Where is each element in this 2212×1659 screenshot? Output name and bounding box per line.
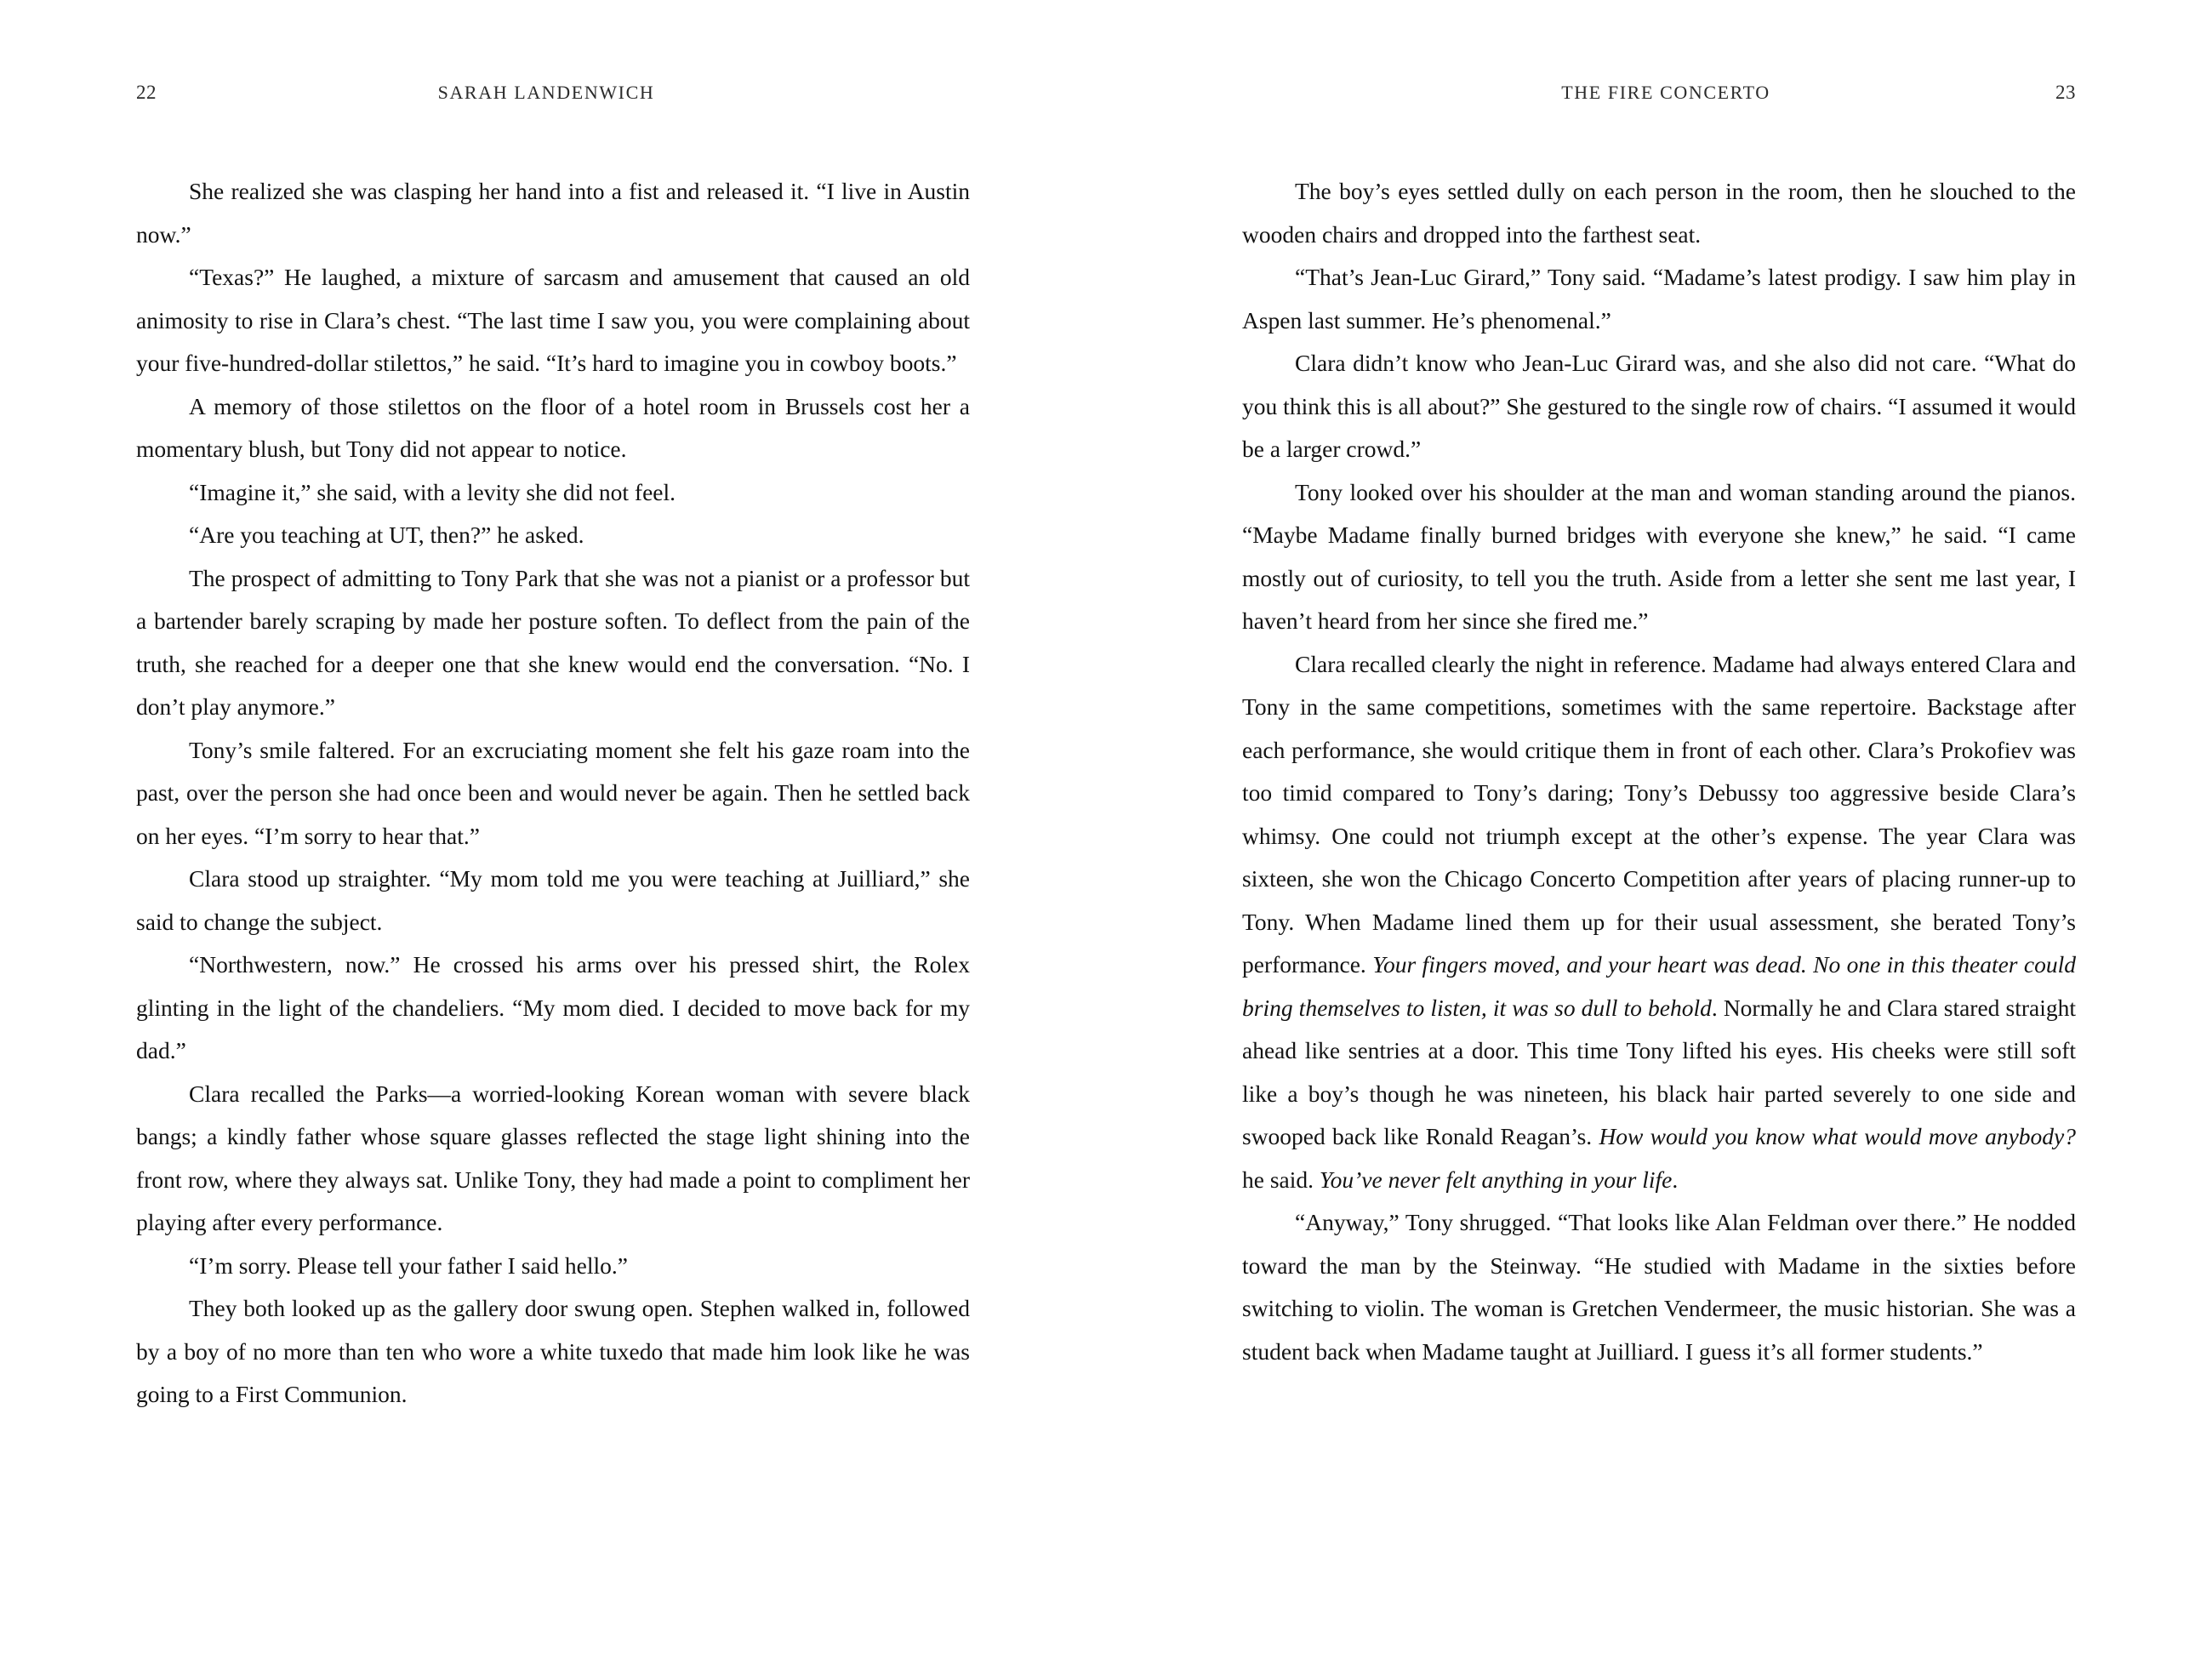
paragraph: Clara recalled the Parks—a worried-looking Korean woman with severe black bangs; a kindly father whose square glasses reflected the stage light shining into the front row, where they always sat. Unlike Tony, they had made a point to compliment her playing after every performance. (136, 1080, 970, 1235)
text-run: Clara didn’t know who Jean-Luc Girard was, and she also did not care. “What do you think this is all about?” She gestured to the single row of chairs. “I assumed it would be a larger crowd.” (1242, 350, 2076, 462)
text-run: Tony looked over his shoulder at the man and woman standing around the pianos. “Maybe Madame finally burned bridges with everyone she knew,” he said. “I came mostly out of curiosity, to tell you the truth. Aside from a letter she sent me last year, I haven’t heard from her since she fired me.” (1242, 478, 2076, 634)
paragraph (1242, 471, 2076, 643)
text-run: The boy’s eyes settled dully on each person in the room, then he slouched to the wooden chairs and dropped into the farthest seat. (1242, 178, 2076, 248)
paragraph: “I’m sorry. Please tell your father I said hello.” (189, 1251, 628, 1279)
text-run: he said. (1242, 1166, 1320, 1193)
paragraph (1242, 342, 2076, 471)
italic-run: You’ve never felt anything in your life (1319, 1166, 1673, 1193)
paragraph: A memory of those stilettos on the floor of a hotel room in Brussels cost her a momentary blush, but Tony did not appear to notice. (136, 392, 970, 462)
paragraph (1242, 256, 2076, 342)
italic-run: How would you know what would move anybody? (1599, 1123, 2076, 1149)
paragraph (1242, 643, 2076, 1202)
paragraph: “Are you teaching at UT, then?” he asked. (189, 522, 584, 548)
text-run: “That’s Jean-Luc Girard,” Tony said. “Madame’s latest prodigy. I saw him play in Aspen last summer. He’s phenomenal.” (1242, 264, 2076, 334)
running-head-right (1242, 82, 2076, 116)
paragraph: Tony’s smile faltered. For an excruciating moment she felt his gaze roam into the past, over the person she had once been and would never be again. Then he settled back on her eyes. “I’m sorry to hear that.” (136, 736, 970, 849)
paragraph: “Imagine it,” she said, with a levity she did not feel. (189, 478, 676, 505)
folio-left: 22 (136, 82, 157, 103)
running-title-left: SARAH LANDENWICH (437, 82, 655, 103)
paragraph: She realized she was clasping her hand into a fist and released it. “I live in Austin now.” (136, 178, 970, 248)
page-right (1106, 0, 2212, 1659)
italic-run: Your fingers moved, and your heart was dead. No one in this theater could bring themselves to listen, it was so dull to behold (1242, 951, 2076, 1021)
paragraph: “Northwestern, now.” He crossed his arms over his pressed shirt, the Rolex glinting in the light of the chandeliers. “My mom died. I decided to move back for my dad.” (136, 951, 970, 1063)
text-run: Clara recalled clearly the night in reference. Madame had always entered Clara and Tony in the same competitions, sometimes with the same repertoire. Backstage after each performance, she would critique them in front of each other. Clara’s Prokofiev was too timid compared to Tony’s daring; Tony’s Debussy too aggressive beside Clara’s whimsy. One could not triumph except at the other’s expense. The year Clara was sixteen, she won the Chicago Concerto Competition after years of placing runner-up to Tony. When Madame lined them up for their usual assessment, she berated Tony’s performance. (1242, 650, 2076, 978)
paragraph (1242, 170, 2076, 256)
text-run: . Normally he and Clara stared straight ahead like sentries at a door. This time Tony lifted his eyes. His cheeks were still soft like a boy’s though he was nineteen, his black hair parted severely to one side and swooped back like Ronald Reagan’s. (1242, 994, 2076, 1149)
paragraph: “Texas?” He laughed, a mixture of sarcasm and amusement that caused an old animosity to rise in Clara’s chest. “The last time I saw you, you were complaining about your five-hundred-dollar stilettos,” he said. “It’s hard to imagine you in cowboy boots.” (136, 264, 970, 376)
paragraph: The prospect of admitting to Tony Park that she was not a pianist or a professor but a bartender barely scraping by made her posture soften. To deflect from the pain of the truth, she reached for a deeper one that she knew would end the conversation. “No. I don’t play anymore.” (136, 564, 970, 720)
running-head-left (136, 82, 970, 116)
body-text-left (136, 170, 970, 1417)
paragraph (1242, 1201, 2076, 1373)
folio-right: 23 (2055, 82, 2076, 103)
text-run: “Anyway,” Tony shrugged. “That looks like Alan Feldman over there.” He nodded toward the man by the Steinway. “He studied with Madame in the sixties before switching to violin. The woman is Gretchen Vendermeer, the music historian. She was a student back when Madame taught at Juilliard. I guess it’s all former students.” (1242, 1209, 2076, 1365)
text-run: . (1672, 1166, 1679, 1193)
running-title-right: THE FIRE CONCERTO (1561, 82, 1770, 103)
paragraph: They both looked up as the gallery door swung open. Stephen walked in, followed by a boy of no more than ten who wore a white tuxedo that made him look like he was going to a First Communion. (136, 1295, 970, 1407)
paragraph: Clara stood up straighter. “My mom told me you were teaching at Juilliard,” she said to change the subject. (136, 865, 970, 935)
body-text-right (1242, 170, 2076, 1373)
